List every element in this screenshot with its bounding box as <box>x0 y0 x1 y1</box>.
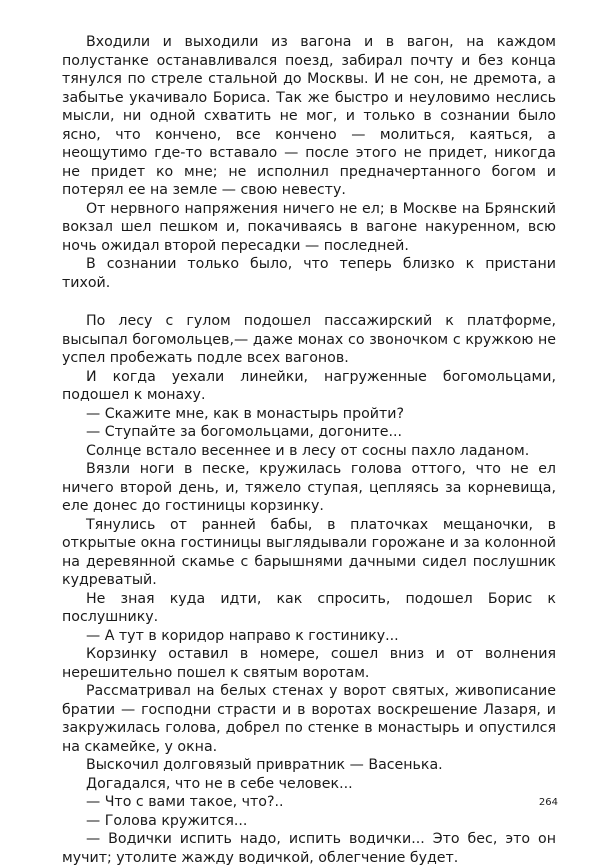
page-number: 264 <box>538 797 558 808</box>
paragraph: Тянулись от ранней бабы, в платочках мещаночки, в открытые окна гостиницы выглядывали горожане и за колонной на деревянной скамье с барышнями дачными сидел послушник кудреватый. <box>62 516 556 588</box>
paragraph: По лесу с гулом подошел пассажирский к платформе, высыпал богомольцев,— даже монах со звоночком с кружкою не успел пробежать подле всех вагонов. <box>62 313 556 366</box>
page-body <box>62 33 556 867</box>
paragraph: Рассматривал на белых стенах у ворот святых, живописание братии — господни страсти и в воротах воскрешение Лазаря, и закружилась голова, добрел по стенке в монастырь и опустился на скамейке, у окна. <box>62 683 556 755</box>
dialogue-line: — Скажите мне, как в монастырь пройти? <box>86 405 405 422</box>
paragraph: Входили и выходили из вагона и в вагон, на каждом полустанке останавливался поезд, забирал почту и без конца тянулся по стреле стальной до Москвы. И не сон, не дремота, а забытье укачивало Бориса. Так же быстро и неуловимо неслись мысли, ни одной схватить не мог, и только в сознании было ясно, что кончено, все кончено — молиться, каяться, а неощутимо где-то вставало — после этого не придет, никогда не придет ко мне; не исполнил предначертанного богом и потерял ее на земле — свою невесту. <box>62 34 556 198</box>
paragraph: В сознании только было, что теперь близко к пристани тихой. <box>62 256 556 291</box>
dialogue-line: — Что с вами такое, что?.. <box>86 794 284 810</box>
paragraph: Солнце встало весеннее и в лесу от сосны пахло ладаном. <box>86 442 530 459</box>
paragraph: Выскочил долговязый привратник — Васенька. <box>86 757 443 773</box>
paragraph: Корзинку оставил в номере, сошел вниз и от волнения нерешительно пошел к святым воротам. <box>62 646 556 681</box>
section-break <box>62 292 556 312</box>
dialogue-line: — А тут в коридор направо к гостинику... <box>86 627 399 644</box>
paragraph: От нервного напряжения ничего не ел; в Москве на Брянский вокзал шел пешком и, покачиваясь в вагоне накуренном, всю ночь ожидал второй пересадки — последней. <box>62 200 556 254</box>
dialogue-line: — Водички испить надо, испить водички... Это бес, это он мучит; утолите жажду водичкой, облегчение будет. <box>62 831 556 866</box>
dialogue-line: — Ступайте за богомольцами, догоните... <box>86 424 403 440</box>
paragraph: Догадался, что не в себе человек... <box>86 775 353 792</box>
dialogue-line: — Голова кружится... <box>86 812 248 829</box>
paragraph: Вязли ноги в песке, кружилась голова оттого, что не ел ничего второй день, и, тяжело ступая, цепляясь за корневища, еле донес до гостиницы корзинку. <box>62 461 556 514</box>
paragraph: Не зная куда идти, как спросить, подошел Борис к послушнику. <box>62 590 556 625</box>
paragraph: И когда уехали линейки, нагруженные богомольцами, подошел к монаху. <box>62 368 556 403</box>
